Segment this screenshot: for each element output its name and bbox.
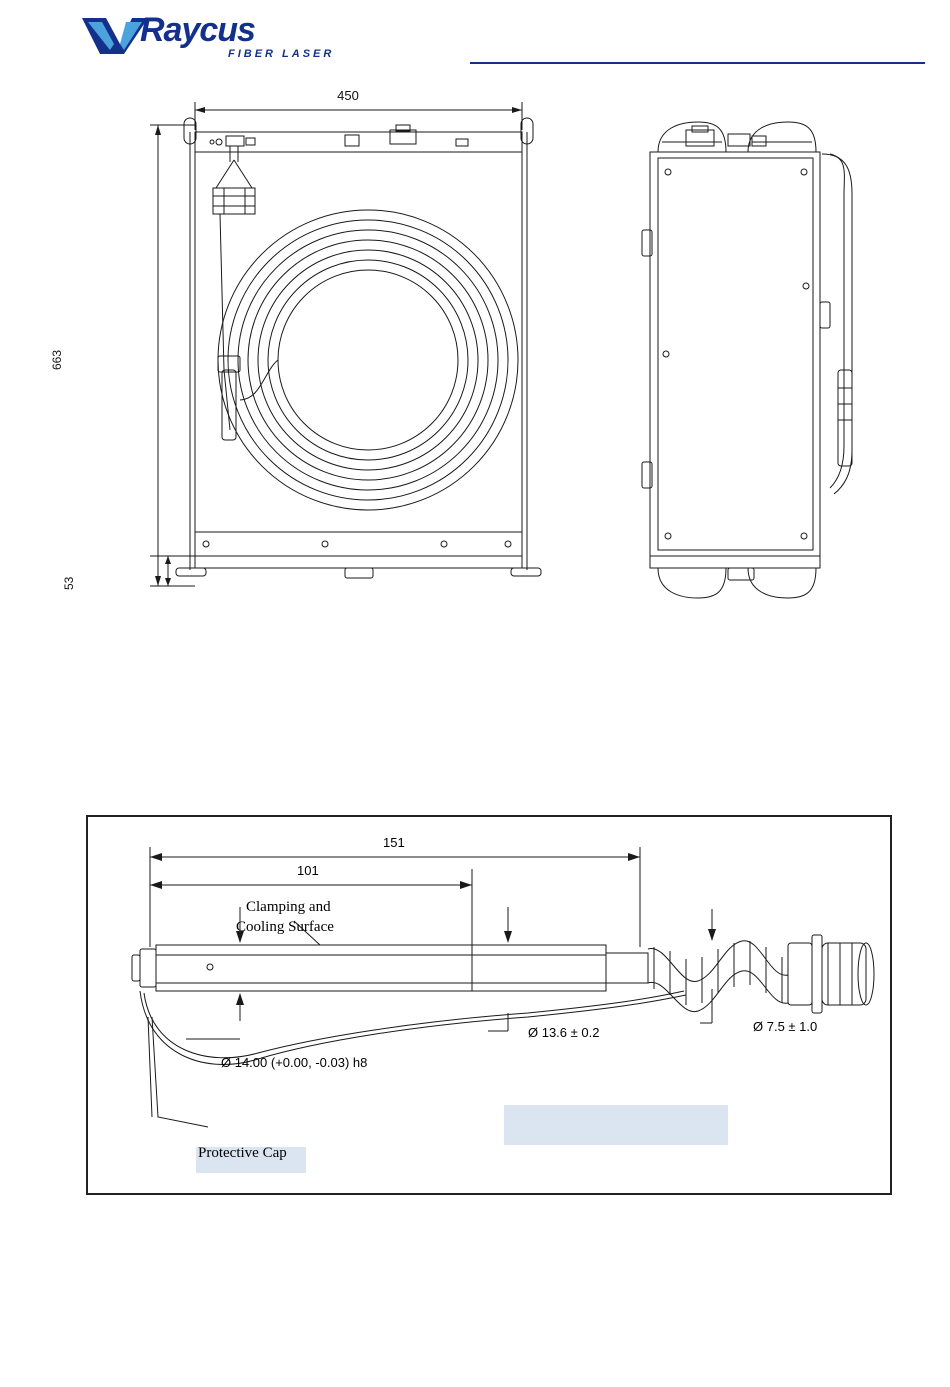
callout-protective-cap: Protective Cap: [198, 1145, 287, 1161]
dim-armor-diameter: Ø 13.6 ± 0.2: [528, 1025, 600, 1040]
figure-laser-unit-views: [0, 70, 950, 630]
dim-clamping-length: 101: [297, 863, 319, 878]
logo-wordmark: Raycus: [140, 11, 255, 49]
dim-overall-length: 151: [383, 835, 405, 850]
header-divider: [470, 62, 925, 64]
front-view-drawing: [100, 70, 660, 630]
output-head-drawing: [88, 817, 890, 1193]
redaction-block-1: [504, 1105, 728, 1145]
dim-height-label: 663: [50, 349, 64, 370]
logo-tagline: FIBER LASER: [228, 48, 335, 60]
figure-output-head: [86, 815, 892, 1195]
callout-clamping-surface-line2: Cooling Surface: [236, 919, 334, 935]
dim-foot-label: 53: [62, 576, 76, 590]
dim-cable-diameter: Ø 7.5 ± 1.0: [753, 1019, 818, 1034]
side-view-drawing: [600, 70, 900, 630]
raycus-logo: [80, 10, 380, 70]
dim-body-diameter: Ø 14.00 (+0.00, -0.03) h8: [221, 1055, 368, 1070]
page-header: [0, 0, 950, 80]
callout-clamping-surface-line1: Clamping and: [246, 899, 331, 915]
dim-width-value: 450: [337, 88, 359, 103]
